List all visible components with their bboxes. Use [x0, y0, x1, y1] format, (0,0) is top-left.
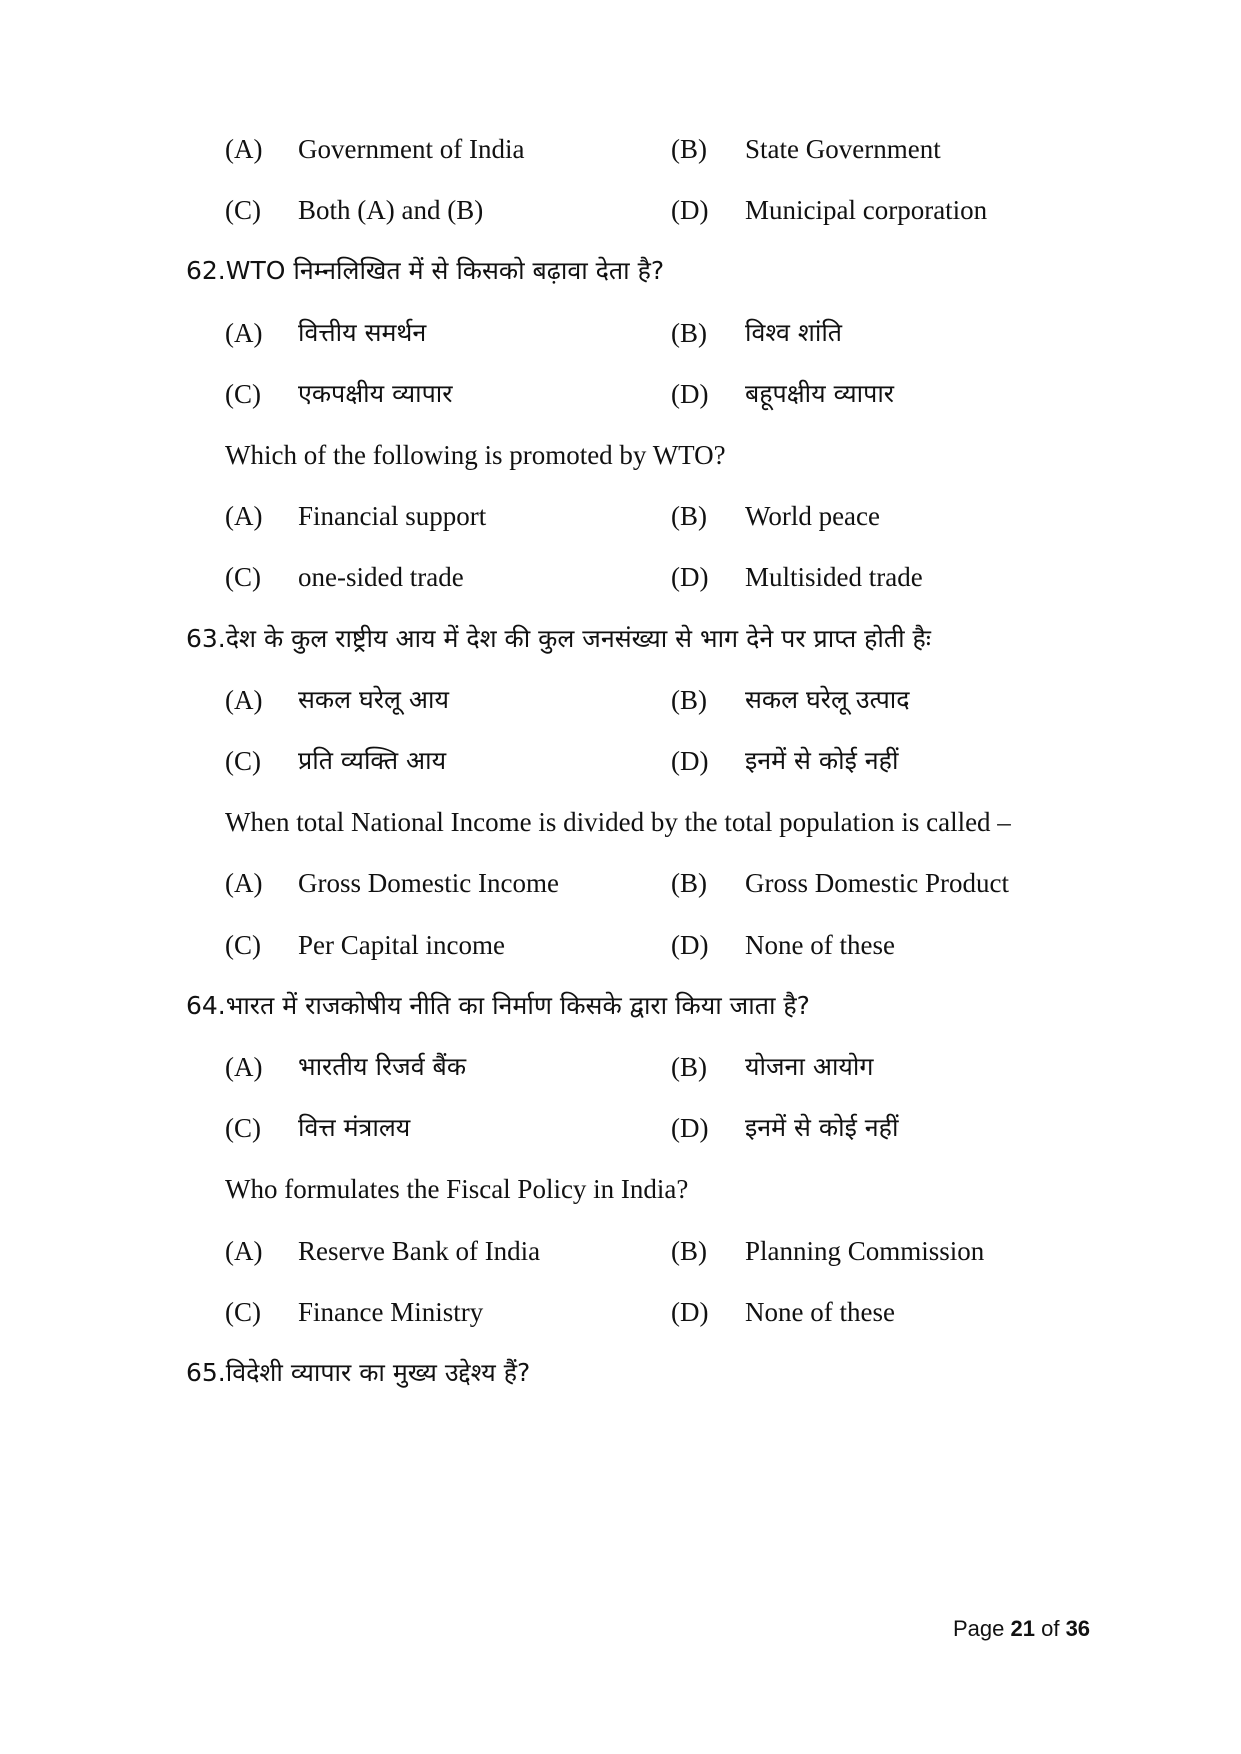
- option-letter: (B): [671, 134, 707, 164]
- option-text: Both (A) and (B): [298, 195, 484, 225]
- english-question-text: Who formulates the Fiscal Policy in India?: [225, 1174, 689, 1204]
- page-total: 36: [1065, 1616, 1091, 1641]
- option-text: इनमें से कोई नहीं: [745, 1113, 899, 1142]
- question-text: 63.देश के कुल राष्ट्रीय आय में देश की कुल जनसंख्या से भाग देने पर प्राप्त होती हैः: [186, 624, 931, 653]
- option-letter: (C): [225, 746, 261, 776]
- option-text: सकल घरेलू उत्पाद: [745, 685, 910, 714]
- option-letter: (C): [225, 930, 261, 960]
- option-text: Finance Ministry: [298, 1297, 484, 1327]
- option-text: भारतीय रिजर्व बैंक: [298, 1052, 467, 1081]
- option-letter: (C): [225, 195, 261, 225]
- option-letter: (B): [671, 868, 707, 898]
- option-letter: (A): [225, 134, 263, 164]
- option-text: वित्तीय समर्थन: [298, 318, 427, 347]
- option-text: विश्व शांति: [745, 318, 843, 347]
- option-letter: (D): [671, 195, 709, 225]
- question-text: 64.भारत में राजकोषीय नीति का निर्माण किसके द्वारा किया जाता है?: [186, 991, 810, 1020]
- page-prefix: Page: [953, 1616, 1011, 1641]
- option-text: State Government: [745, 134, 941, 164]
- page-middle: of: [1034, 1616, 1066, 1641]
- option-letter: (A): [225, 685, 263, 715]
- option-letter: (B): [671, 1236, 707, 1266]
- option-letter: (D): [671, 379, 709, 409]
- option-letter: (A): [225, 1052, 263, 1082]
- english-question-text: When total National Income is divided by the total population is called –: [225, 807, 1011, 837]
- option-text: Multisided trade: [745, 562, 923, 592]
- option-text: प्रति व्यक्ति आय: [298, 746, 447, 775]
- option-text: सकल घरेलू आय: [298, 685, 449, 714]
- question-text: 65.विदेशी व्यापार का मुख्य उद्देश्य हैं?: [186, 1358, 531, 1387]
- option-letter: (A): [225, 868, 263, 898]
- page-footer: [953, 1614, 1090, 1644]
- option-text: Government of India: [298, 134, 525, 164]
- option-letter: (D): [671, 562, 709, 592]
- question-text: 62.WTO निम्नलिखित में से किसको बढ़ावा देता है?: [186, 256, 665, 285]
- option-text: Financial support: [298, 501, 487, 531]
- option-letter: (B): [671, 685, 707, 715]
- option-letter: (D): [671, 930, 709, 960]
- option-text: Municipal corporation: [745, 195, 988, 225]
- option-letter: (A): [225, 318, 263, 348]
- option-text: इनमें से कोई नहीं: [745, 746, 899, 775]
- option-text: योजना आयोग: [745, 1052, 874, 1081]
- page-current: 21: [1010, 1616, 1035, 1641]
- option-letter: (B): [671, 1052, 707, 1082]
- option-letter: (C): [225, 1297, 261, 1327]
- option-letter: (D): [671, 746, 709, 776]
- option-letter: (C): [225, 1113, 261, 1143]
- option-letter: (A): [225, 501, 263, 531]
- option-text: Reserve Bank of India: [298, 1236, 541, 1266]
- option-text: None of these: [745, 930, 895, 960]
- option-letter: (B): [671, 318, 707, 348]
- option-text: World peace: [745, 501, 880, 531]
- option-text: None of these: [745, 1297, 895, 1327]
- option-letter: (C): [225, 562, 261, 592]
- option-letter: (D): [671, 1113, 709, 1143]
- option-text: one-sided trade: [298, 562, 464, 592]
- option-letter: (C): [225, 379, 261, 409]
- option-text: Planning Commission: [745, 1236, 985, 1266]
- option-letter: (A): [225, 1236, 263, 1266]
- option-text: बहूपक्षीय व्यापार: [745, 379, 895, 408]
- english-question-text: Which of the following is promoted by WTO?: [225, 440, 726, 470]
- option-text: वित्त मंत्रालय: [298, 1113, 411, 1142]
- option-letter: (D): [671, 1297, 709, 1327]
- option-text: Gross Domestic Product: [745, 868, 1009, 898]
- option-text: Gross Domestic Income: [298, 868, 559, 898]
- option-letter: (B): [671, 501, 707, 531]
- option-text: एकपक्षीय व्यापार: [298, 379, 453, 408]
- option-text: Per Capital income: [298, 930, 505, 960]
